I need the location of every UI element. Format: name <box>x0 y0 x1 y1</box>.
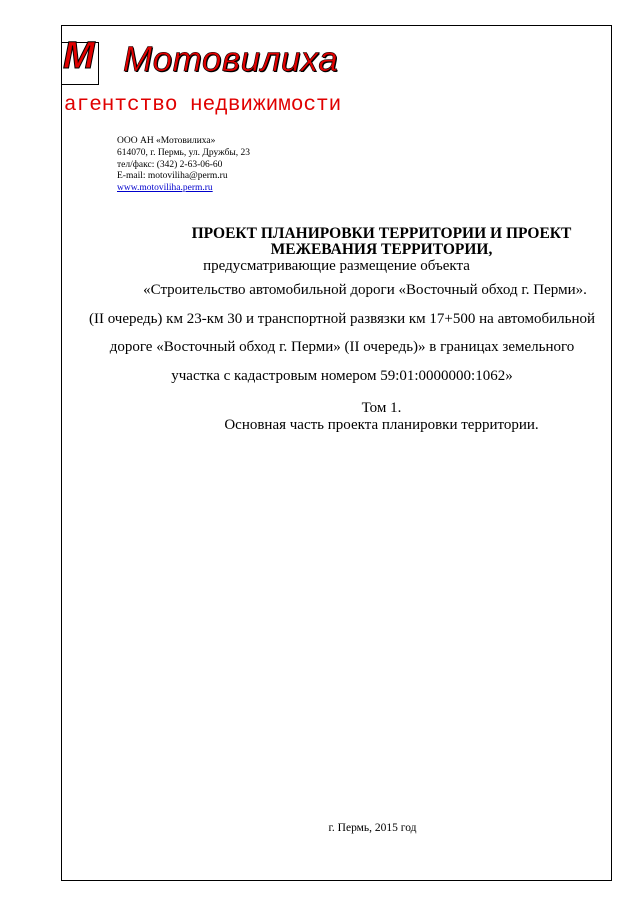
footer-place-year: г. Пермь, 2015 год <box>328 822 417 834</box>
document-title <box>61 226 612 275</box>
project-line-2: (II очередь) км 23-км 30 и транспортной развязки км 17+500 на автомобильной <box>88 310 596 327</box>
logo-tagline: агентство недвижимости <box>64 94 342 117</box>
project-line-1: «Строительство автомобильной дороги «Восточный обход г. Перми». <box>143 282 587 298</box>
company-website-link[interactable]: www.motoviliha.perm.ru <box>117 183 213 194</box>
project-description <box>72 276 612 390</box>
project-line-4: участка с кадастровым номером 59:01:0000000:1062» <box>171 367 513 384</box>
company-phone: тел/факс: (342) 2-63-06-60 <box>117 159 223 170</box>
title-subtitle: предусматривающие размещение объекта <box>203 258 470 274</box>
company-email: E-mail: motoviliha@perm.ru <box>117 171 228 182</box>
company-name: ООО АН «Мотовилиха» <box>117 136 216 146</box>
volume-block <box>61 400 612 434</box>
company-address: 614070, г. Пермь, ул. Дружбы, 23 <box>117 147 251 158</box>
project-line-3: дороге «Восточный обход г. Перми» (II очередь)» в границах земельного <box>109 339 575 355</box>
logo-company-name: Мотовилиха <box>123 40 339 79</box>
title-line-2: МЕЖЕВАНИЯ ТЕРРИТОРИИ, <box>270 241 493 258</box>
title-line-1: ПРОЕКТ ПЛАНИРОВКИ ТЕРРИТОРИИ И ПРОЕКТ <box>191 225 572 242</box>
company-details <box>117 136 250 195</box>
logo-letter: М <box>63 35 95 77</box>
volume-description: Основная часть проекта планировки территории. <box>224 417 539 433</box>
volume-number: Том 1. <box>361 400 402 416</box>
